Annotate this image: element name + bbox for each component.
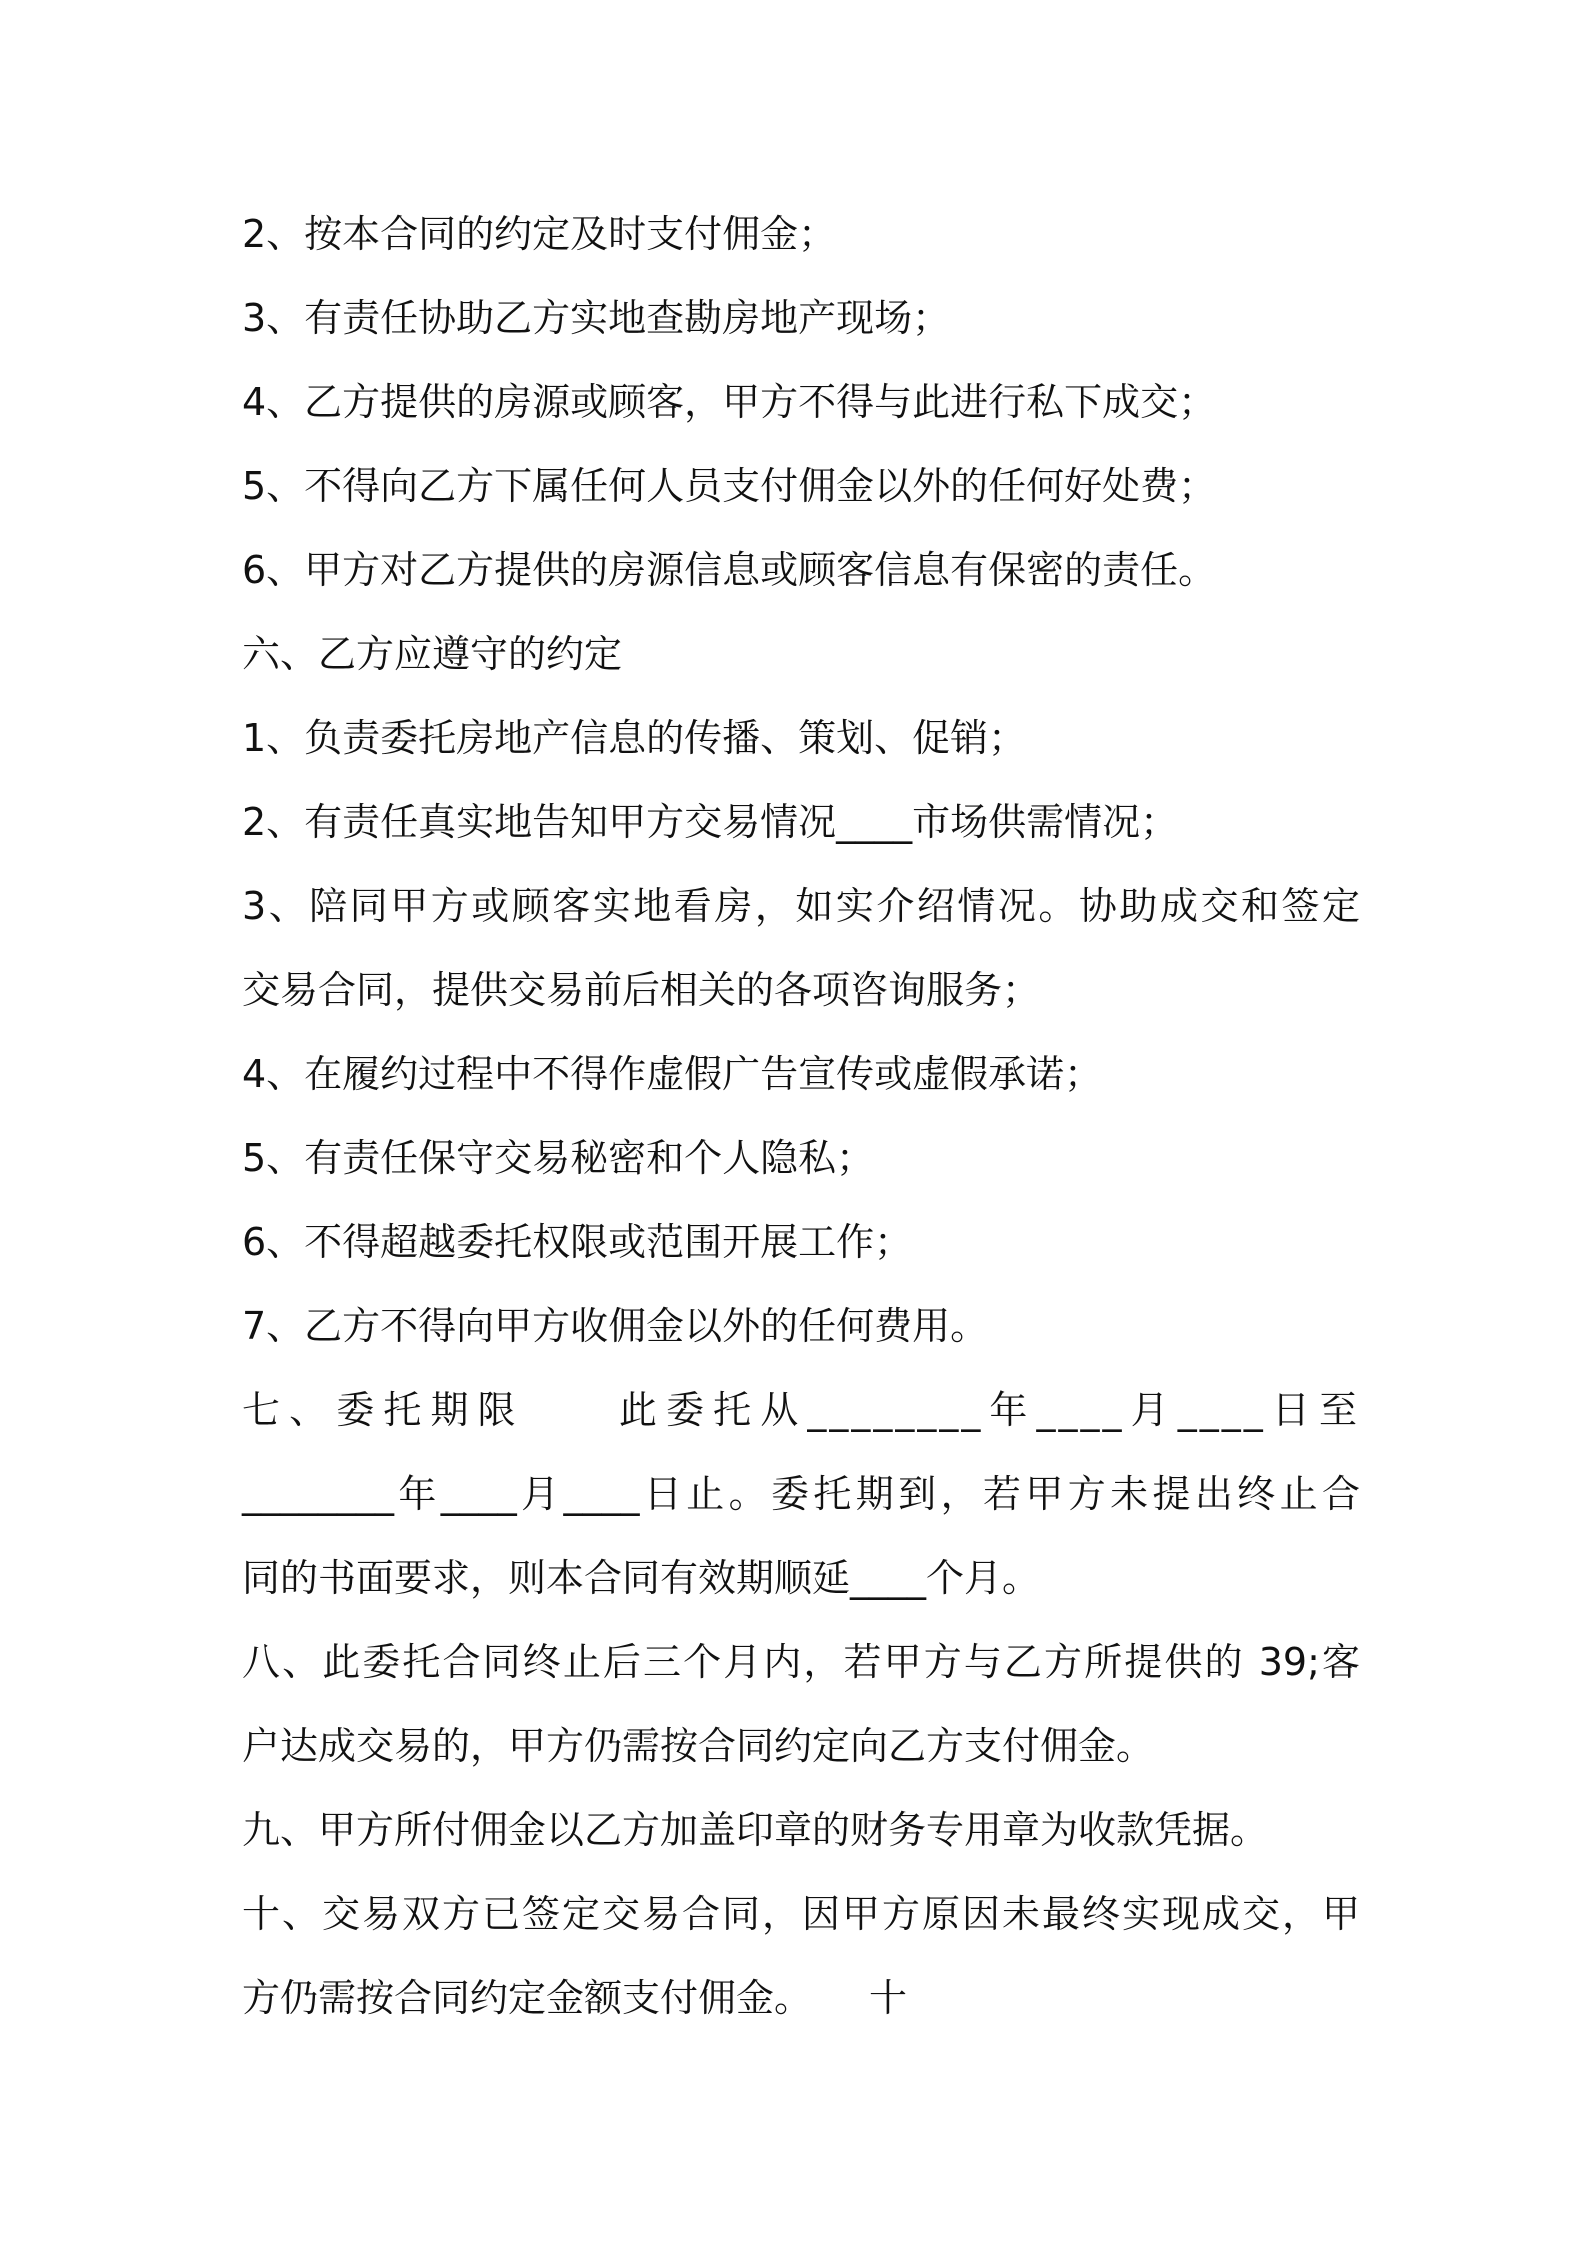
section-7-line-1: 七、委托期限 此委托从________年____月____日至 xyxy=(242,1388,1360,1432)
clause-party-b-4: 4、在履约过程中不得作虚假广告宣传或虚假承诺； xyxy=(242,1052,1103,1096)
clause-party-b-3-line-1: 3、陪同甲方或顾客实地看房，如实介绍情况。协助成交和签定 xyxy=(242,884,1360,928)
clause-party-b-1: 1、负责委托房地产信息的传播、策划、促销； xyxy=(242,716,1027,760)
clause-party-a-3: 3、有责任协助乙方实地查勘房地产现场； xyxy=(242,296,951,340)
clause-party-b-6: 6、不得超越委托权限或范围开展工作； xyxy=(242,1220,913,1264)
clause-party-b-2: 2、有责任真实地告知甲方交易情况____市场供需情况； xyxy=(242,800,1179,844)
section-heading-6: 六、乙方应遵守的约定 xyxy=(242,632,623,676)
clause-party-a-4: 4、乙方提供的房源或顾客，甲方不得与此进行私下成交； xyxy=(242,380,1217,424)
section-8-line-2: 户达成交易的，甲方仍需按合同约定向乙方支付佣金。 xyxy=(242,1724,1155,1768)
section-8-line-1: 八、此委托合同终止后三个月内，若甲方与乙方所提供的 39;客 xyxy=(242,1640,1360,1684)
clause-party-a-6: 6、甲方对乙方提供的房源信息或顾客信息有保密的责任。 xyxy=(242,548,1217,592)
contract-body xyxy=(242,192,1360,2040)
section-7-line-2: ________年____月____日止。委托期到，若甲方未提出终止合 xyxy=(242,1472,1360,1516)
section-10-line-1: 十、交易双方已签定交易合同，因甲方原因未最终实现成交，甲 xyxy=(242,1892,1360,1936)
section-9: 九、甲方所付佣金以乙方加盖印章的财务专用章为收款凭据。 xyxy=(242,1808,1269,1852)
clause-party-a-2: 2、按本合同的约定及时支付佣金； xyxy=(242,212,837,256)
clause-party-b-5: 5、有责任保守交易秘密和个人隐私； xyxy=(242,1136,875,1180)
section-7-line-3: 同的书面要求，则本合同有效期顺延____个月。 xyxy=(242,1556,1041,1600)
clause-party-b-7: 7、乙方不得向甲方收佣金以外的任何费用。 xyxy=(242,1304,989,1348)
clause-party-b-3-line-2: 交易合同，提供交易前后相关的各项咨询服务； xyxy=(242,968,1041,1012)
clause-party-a-5: 5、不得向乙方下属任何人员支付佣金以外的任何好处费； xyxy=(242,464,1217,508)
section-10-line-2: 方仍需按合同约定金额支付佣金。 十 xyxy=(242,1976,908,2020)
